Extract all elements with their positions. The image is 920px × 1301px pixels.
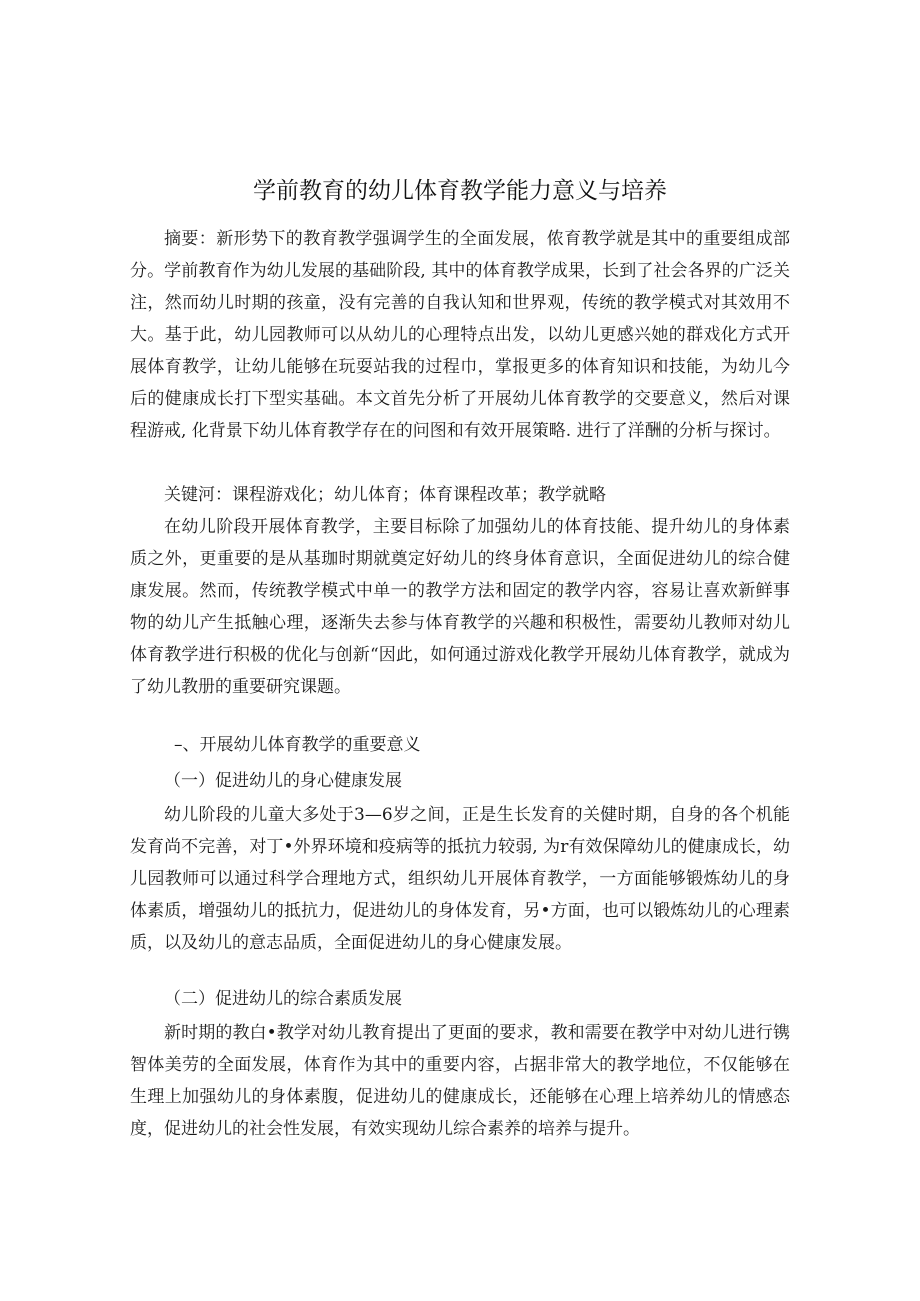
subsection-heading-1: （一）促进幼儿的身心健康发展 xyxy=(164,771,402,791)
subsection-heading-2: （二）促进幼儿的综合素质发展 xyxy=(164,989,402,1009)
abstract-paragraph: 摘要：新形势下的教育教学强调学生的全面发展，侬育教学就是其中的重要组成部分。学前教育作为幼儿发展的基础阶段, 其中的体育教学成果，长到了社会各界的广泛关注，然而幼儿时期的孩童，没有完善的自我认知和世界观，传统的教学模式对其效用不大。基于此，幼儿园教师可以从幼儿的心理特点出发，以幼儿更感兴她的群戏化方式开展体育教学，让幼儿能够在玩耍站我的过程巾，掌报更多的体育知识和技能，为幼儿今后的健康成长打下型实基础。本文首先分析了开展幼儿体育教学的交要意义，然后对课程游戒, 化背景下幼儿体育教学存在的问图和有效开展策略. 进行了洋酬的分析与探讨。 xyxy=(130,229,790,441)
intro-paragraph: 在幼儿阶段开展体育教学，主要目标除了加强幼儿的体育技能、提升幼儿的身体素质之外，更重要的是从基珈时期就奠定好幼儿的终身体育意识，全面促进幼儿的综合健康发展。然而，传统教学模式中单一的教学方法和固定的教学内容，容易让喜欢新鲜事物的幼儿产生抵触心理，逐渐失去参与体育教学的兴趣和积极性，需要幼儿教师对幼儿体育教学进行积极的优化与创新“因此，如何通过游戏化教学开展幼儿体育教学，就成为了幼儿教册的重要研究课题。 xyxy=(130,517,790,697)
paragraph-1: 幼儿阶段的儿童大多处于3—6岁之间，正是生长发育的关健时期，自身的各个机能发育尚不完善，对丁•外界环境和疫病等的抵抗力较弱, 为r有效保障幼儿的健康成长，幼儿园教师可以通过科学合理地方式，组织幼儿开展体育教学，一方面能够锻炼幼儿的身体素质，增强幼儿的抵抗力，促进幼儿的身体发育，另•方面，也可以锻炼幼儿的心理素质，以及幼儿的意志品质，全面促进幼儿的身心健康发展。 xyxy=(130,805,790,953)
paragraph-2: 新时期的教白•教学对幼儿教育提出了更面的要求，教和需要在教学中对幼儿进行镌智体美劳的全面发展，体育作为其中的重要内容，占据非常大的教学地位，不仅能够在生理上加强幼儿的身体素腹，促进幼儿的健康成长，还能够在心理上培养幼儿的情感态度，促进幼儿的社会性发展，有效实现幼儿综合素养的培养与提升。 xyxy=(130,1023,790,1139)
document-title: 学前教育的幼儿体育教学能力意义与培养 xyxy=(253,178,667,204)
keywords-line: 关键河：课程游戏化；幼儿体育；体育课程改革；教学就略 xyxy=(164,485,606,505)
section-heading-1: –、开展幼儿体育教学的重要意义 xyxy=(174,735,421,755)
